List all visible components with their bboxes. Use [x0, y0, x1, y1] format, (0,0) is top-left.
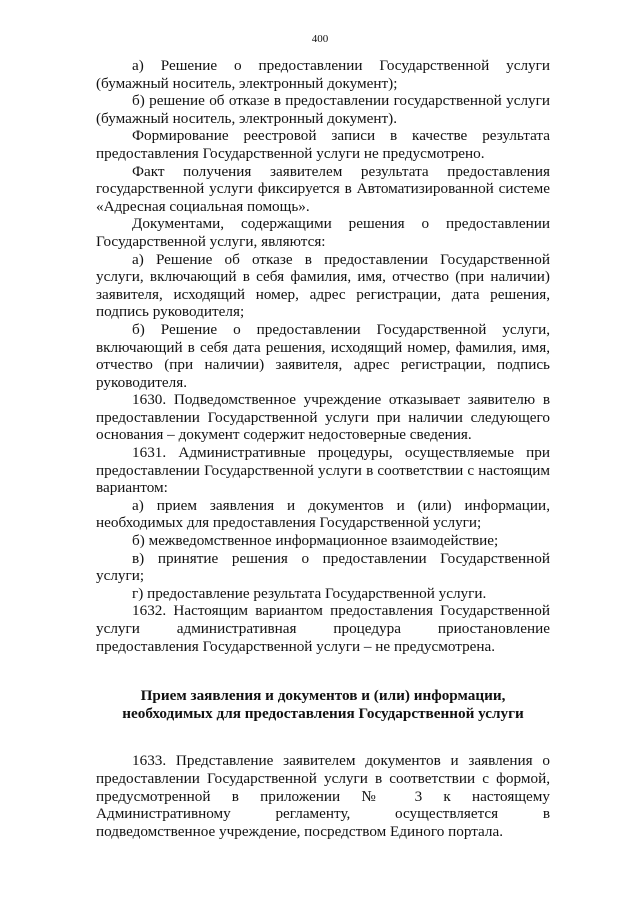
list-item: г) предоставление результата Государственной услуги.: [132, 584, 487, 602]
paragraph: Документами, содержащими решения о предоставлении Государственной услуги, являются:: [96, 215, 550, 250]
paragraph: 1633. Представление заявителем документов и заявления о предоставлении Государственной услуги в соответствии с формой, предусмотренной в приложении № 3 к настоящему Административному регламенту, осуществляется в подведомственное учреждение, посредством Единого портала.: [96, 752, 550, 840]
paragraph: Формирование реестровой записи в качестве результата предоставления Государственной услуги не предусмотрено.: [96, 127, 550, 162]
list-item: в) принятие решения о предоставлении Государственной услуги;: [96, 549, 550, 585]
paragraph: 1631. Административные процедуры, осуществляемые при предоставлении Государственной услуги в соответствии с настоящим вариантом:: [96, 444, 550, 497]
paragraph: а) Решение о предоставлении Государственной услуги (бумажный носитель, электронный документ);: [96, 57, 550, 92]
paragraph: 1630. Подведомственное учреждение отказывает заявителю в предоставлении Государственной услуги при наличии следующего основания – документ содержит недостоверные сведения.: [96, 391, 550, 444]
paragraph: б) решение об отказе в предоставлении государственной услуги (бумажный носитель, электронный документ).: [96, 92, 550, 127]
page-number: 400: [311, 33, 329, 45]
paragraph: а) Решение об отказе в предоставлении Государственной услуги, включающий в себя фамилия, имя, отчество (при наличии) заявителя, исходящий номер, адрес регистрации, дата решения, подпись руководителя;: [96, 250, 550, 321]
document-body: [96, 57, 550, 840]
list-item: б) межведомственное информационное взаимодействие;: [132, 532, 499, 550]
paragraph: 1632. Настоящим вариантом предоставления Государственной услуги административная процедура приостановление предоставления Государственной услуги – не предусмотрена.: [96, 602, 550, 655]
paragraph: Факт получения заявителем результата предоставления государственной услуги фиксируется в Автоматизированной системе «Адресная социальная помощь».: [96, 162, 550, 215]
paragraph: б) Решение о предоставлении Государственной услуги, включающий в себя дата решения, исходящий номер, фамилия, имя, отчество (при наличии) заявителя, адрес регистрации, подпись руководителя.: [96, 320, 550, 391]
section-heading: Прием заявления и документов и (или) информации, необходимых для предоставления Государственной услуги: [122, 687, 524, 722]
list-item: а) прием заявления и документов и (или) информации, необходимых для предоставления Государственной услуги;: [96, 496, 550, 532]
